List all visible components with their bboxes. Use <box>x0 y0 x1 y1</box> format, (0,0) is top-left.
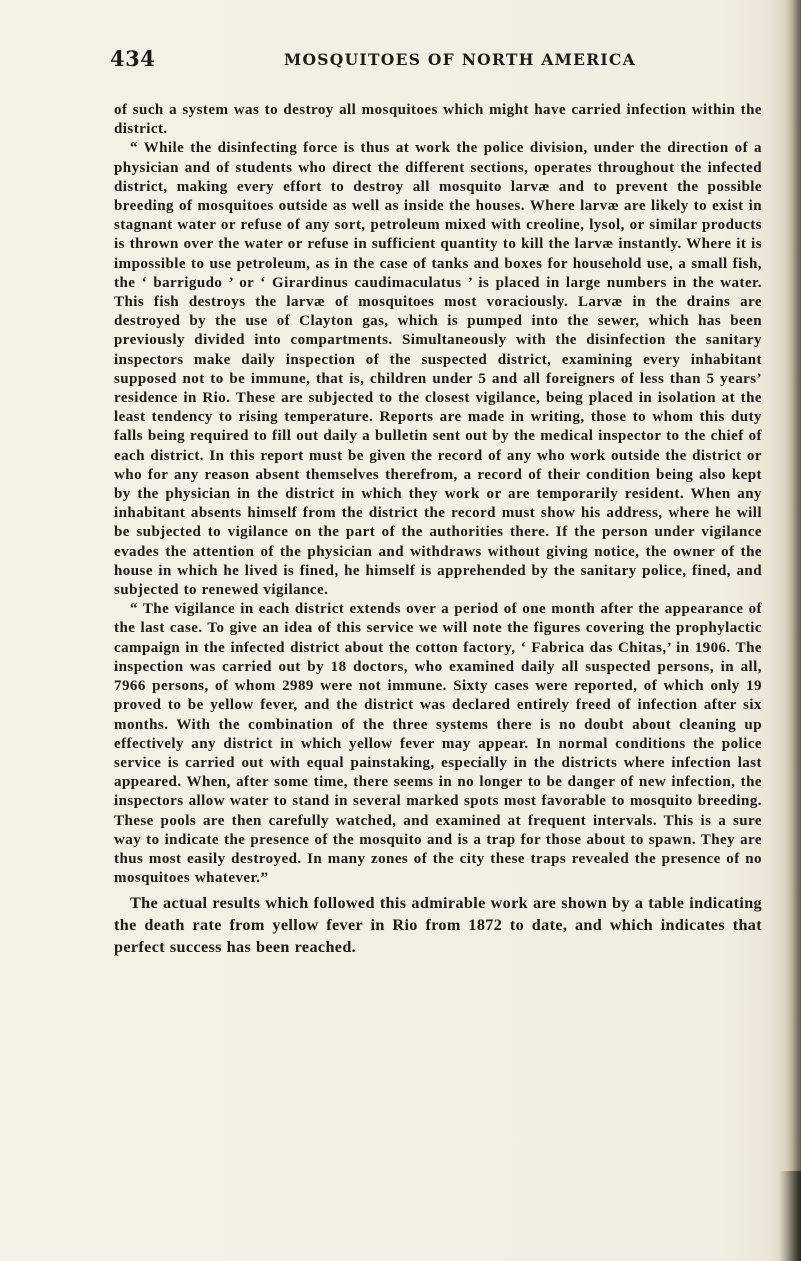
page-edge-shadow <box>785 0 801 1261</box>
running-head: MOSQUITOES OF NORTH AMERICA <box>284 50 636 69</box>
paragraph-police-division: “ While the disinfecting force is thus at work the police division, under the direction of a physician and of students who direct the different sections, operates throughout the infected district, making every effort to destroy all mosquito larvæ and to prevent the possible breeding of mosquitoes outside as well as inside the houses. Where larvæ are likely to exist in stagnant water or refuse of any sort, petroleum mixed with creoline, lysol, or similar products is thrown over the water or refuse in sufficient quantity to kill the larvæ instantly. Where it is impossible to use petroleum, as in the case of tanks and boxes for household use, a small fish, the ‘ barrigudo ’ or ‘ Girardinus caudimaculatus ’ is placed in large numbers in the water. This fish destroys the larvæ of mosquitoes most voraciously. Larvæ in the drains are destroyed by the use of Clayton gas, which is pumped into the sewer, which has been previously divided into compartments. Simultaneously with the disinfection the sanitary inspectors make daily inspection of the suspected district, examining every inhabitant supposed not to be immune, that is, children under 5 and all foreigners of less than 5 years’ residence in Rio. These are subjected to the closest vigilance, being placed in isolation at the least tendency to rising temperature. Reports are made in writing, those to whom this duty falls being required to fill out daily a bulletin sent out by the medical inspector to the chief of each district. In this report must be given the record of any who work outside the district or who for any reason absent themselves therefrom, a record of their condition being also kept by the physician in the district in which they work or are temporarily resident. When any inhabitant absents himself from the district the record must show his address, where he will be subjected to vigilance on the part of the authorities there. If the person under vigilance evades the attention of the physician and withdraws without giving notice, the owner of the house in which he lived is fined, he himself is apprehended by the sanitary police, fined, and subjected to renewed vigilance. <box>114 140 762 599</box>
body-text <box>114 101 762 958</box>
paragraph-continuation: of such a system was to destroy all mosquitoes which might have carried infection within the district. <box>114 102 762 138</box>
page-edge-shadow-bottom <box>779 1171 801 1261</box>
page-header <box>110 46 760 76</box>
page-number: 434 <box>110 46 156 71</box>
paragraph-results: The actual results which followed this admirable work are shown by a table indicating the death rate from yellow fever in Rio from 1872 to date, and which indicates that perfect success has been reached. <box>114 894 762 957</box>
paragraph-vigilance: “ The vigilance in each district extends over a period of one month after the appearance of the last case. To give an idea of this service we will note the figures covering the prophylactic campaign in the infected district about the cotton factory, ‘ Fabrica das Chitas,’ in 1906. The inspection was carried out by 18 doctors, who examined daily all suspected persons, in all, 7966 persons, of whom 2989 were not immune. Sixty cases were reported, of which only 19 proved to be yellow fever, and the district was declared entirely freed of infection after six months. With the combination of the three systems there is no doubt about cleaning up effectively any district in which yellow fever may appear. In normal conditions the police service is carried out with equal painstaking, especially in the districts where infection last appeared. When, after some time, there seems in no longer to be danger of new infection, the inspectors allow water to stand in several marked spots most favorable to mosquito breeding. These pools are then carefully watched, and examined at frequent intervals. This is a sure way to indicate the presence of the mosquito and is a trap for those about to spawn. They are thus most easily destroyed. In many zones of the city these traps revealed the presence of no mosquitoes whatever.” <box>114 601 762 887</box>
